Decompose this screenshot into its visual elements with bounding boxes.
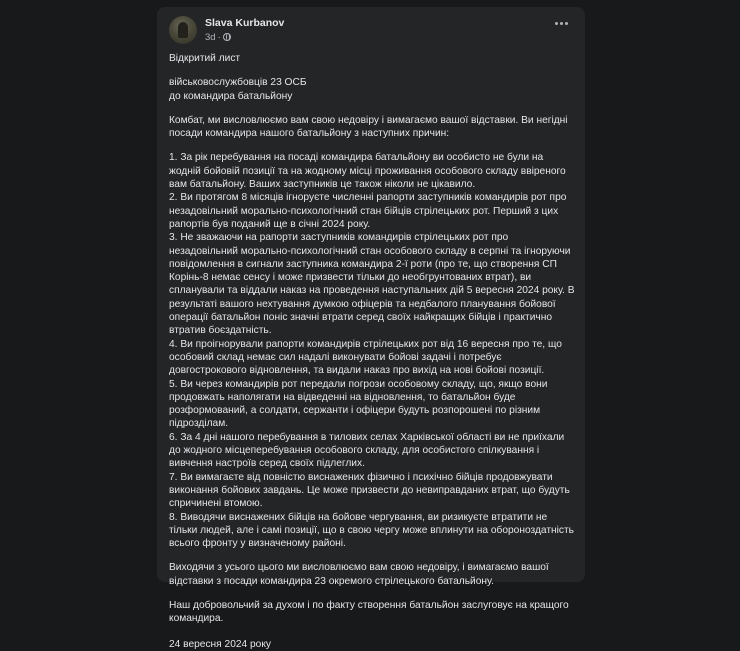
spacer — [169, 103, 577, 114]
list-item: 5. Ви через командирів рот передали погрози особовому складу, що, якщо вони продовжать наполягати на відведенні на відновлення, то батальйон буде розформований, а солдати, сержанти і офіцери будуть розпорошені по різним підрозділам. — [169, 378, 548, 430]
list-item: 1. За рік перебування на посаді командира батальйону ви особисто не були на жодній бойовій позиції та на жодному місці проживання особового складу ввіреного вам батальйону. Ваших заступників це також ніколи не цікавило. — [169, 152, 566, 191]
spacer — [169, 550, 577, 561]
meta-separator: · — [217, 32, 221, 43]
spacer — [169, 65, 577, 76]
letter-title: Відкритий лист — [169, 53, 241, 64]
recipient-line: до командира батальйону — [169, 90, 293, 102]
conclusion-paragraph: Виходячи з усього цього ми висловлюємо вам свою недовіру, і вимагаємо вашої відставки з посади командира 23 окремого стрілецького батальйону. — [169, 562, 549, 587]
recipient-line: військовослужбовців 23 ОСБ — [169, 77, 307, 89]
author-name[interactable]: Slava Kurbanov — [205, 17, 285, 29]
list-item: 2. Ви протягом 8 місяців ігноруєте численні рапорти заступників командирів рот про незадовільний морально-психологічний стан бійців стрілецьких рот. Перший з цих рапортів був поданий ще в січні 2024 року. — [169, 192, 567, 230]
list-item: 6. За 4 дні нашого перебування в тилових селах Харківської області ви не приїхали до жодного місцеперебування особового складу, для особистого спілкування і вивчення настроїв серед своїх підлеглих. — [169, 431, 565, 470]
list-item: 8. Виводячи виснажених бійців на бойове чергування, ви ризикуєте втратити не тільки людей, але і самі позиції, що в свою чергу може вплинути на обороноздатність всього фронту у визначеному районі. — [169, 511, 574, 550]
avatar[interactable] — [169, 16, 197, 44]
spacer — [169, 588, 577, 599]
more-horizontal-icon — [555, 22, 558, 25]
post-body — [169, 52, 577, 651]
post-time[interactable]: 3d — [205, 32, 216, 43]
letter-date: 24 вересня 2024 року — [169, 638, 272, 650]
spacer — [169, 140, 577, 151]
post-meta — [205, 32, 231, 43]
more-dot — [565, 22, 568, 25]
more-dot — [560, 22, 563, 25]
more-options-button[interactable] — [551, 16, 571, 30]
globe-icon — [223, 33, 231, 41]
list-item: 7. Ви вимагаєте від повністю виснажених фізично і психічно бійців продовжувати виконання бойових завдань. Це може призвести до невиправданих втрат, що будуть спричинені втомою. — [169, 471, 570, 510]
list-item: 3. Не зважаючи на рапорти заступників командирів стрілецьких рот про незадовільний морально-психологічний стан особового складу в серпні та ігноруючи повідомлення в сигнали заступника командира 2-ї роти (про те, що створення СП Корінь-8 немає сенсу і може призвести тільки до необгрунтованих втрат), ви спланували та віддали наказ на проведення наступальних дій 5 вересня 2024 року. В результаті вашого нехтування думкою офіцерів та недбалого планування бойової операції батальйон поніс значні втрати серед своїх найкращих бійців і практично втратив боєздатність. — [169, 232, 575, 337]
list-item: 4. Ви проігнорували рапорти командирів стрілецьких рот від 16 вересня про те, що особовий склад немає сил надалі виконувати бойові задачі і потребує довгострокового відновлення, та видали наказ про вихід на нові бойові позиції. — [169, 338, 562, 377]
post-card — [157, 7, 585, 650]
closing-paragraph: Наш добровольчий за духом і по факту створення батальйон заслуговує на кращого командира. — [169, 599, 569, 625]
intro-paragraph: Комбат, ми висловлюємо вам свою недовіру і вимагаємо вашої відставки. Ви негідні посади командира нашого батальйону з наступних причин: — [169, 114, 568, 140]
